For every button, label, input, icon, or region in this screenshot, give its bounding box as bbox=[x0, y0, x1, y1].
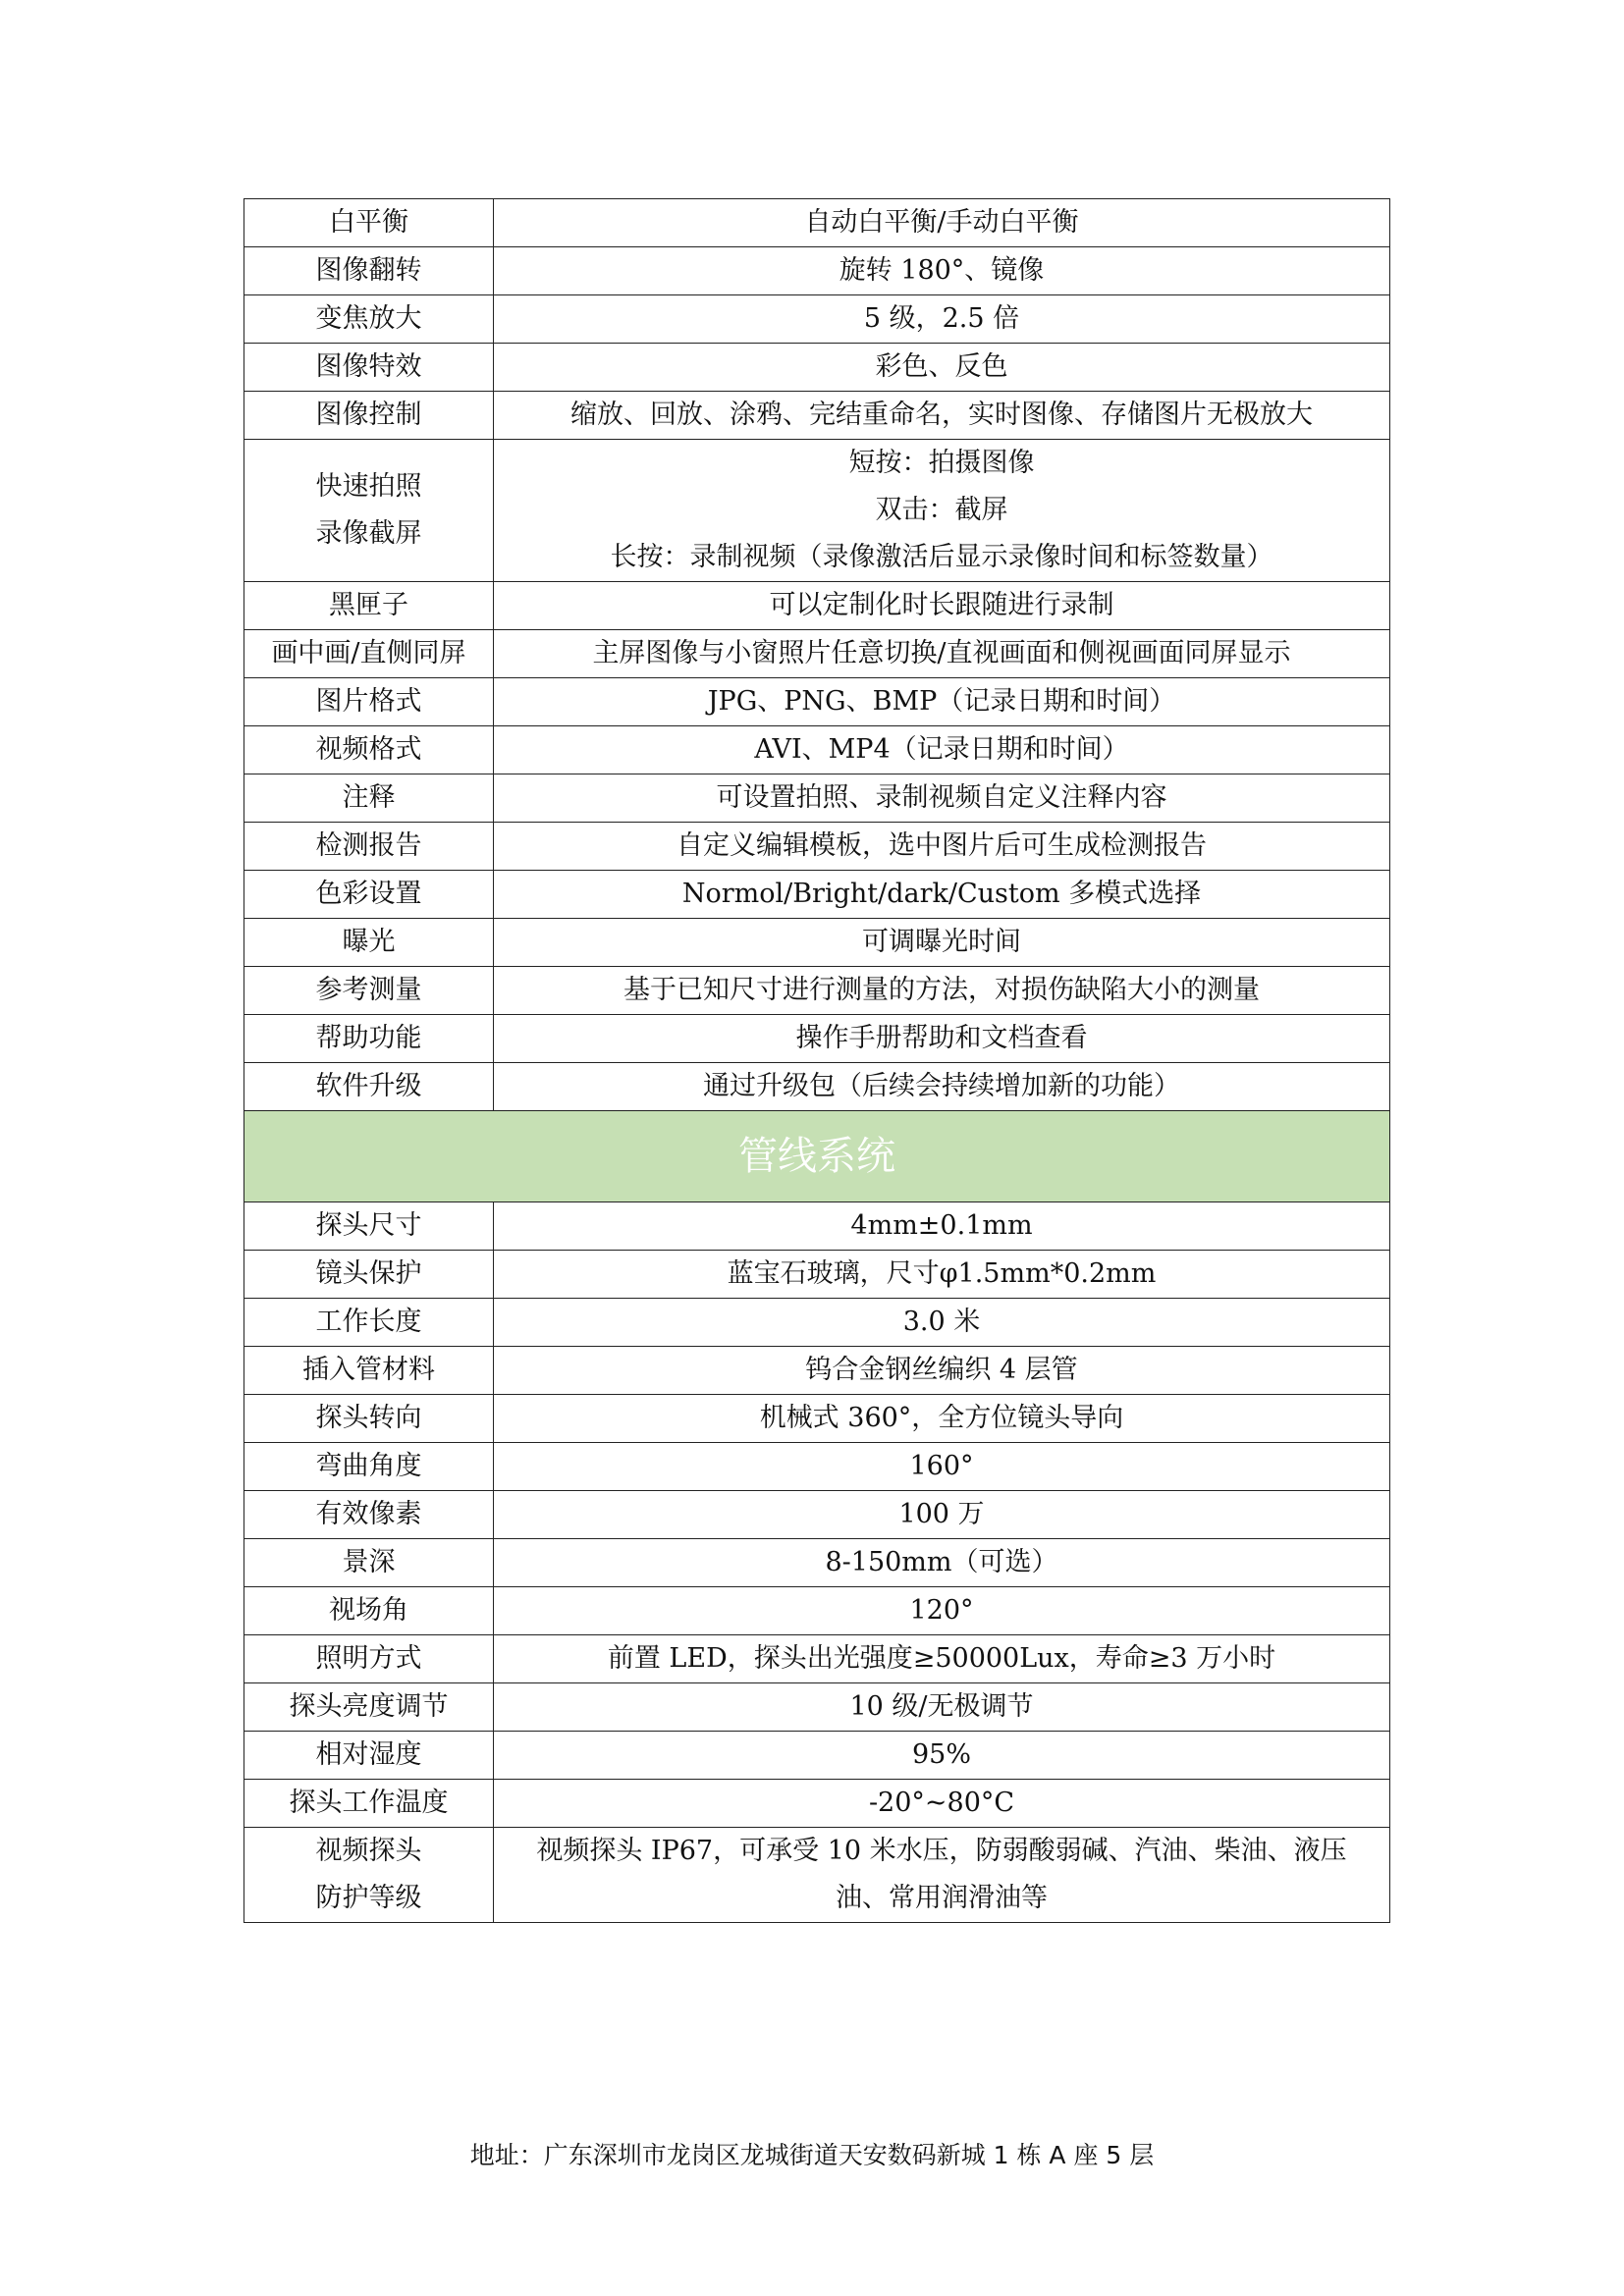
spec-value-line: 自定义编辑模板，选中图片后可生成检测报告 bbox=[677, 830, 1207, 861]
spec-label-line: 色彩设置 bbox=[315, 879, 422, 909]
spec-label-line: 镜头保护 bbox=[315, 1258, 422, 1289]
spec-value-line: 可以定制化时长跟随进行录制 bbox=[769, 590, 1114, 620]
table-row bbox=[244, 919, 1390, 967]
spec-value bbox=[494, 630, 1390, 678]
spec-value-line: 95% bbox=[911, 1739, 971, 1770]
table-row bbox=[244, 295, 1390, 344]
spec-label bbox=[244, 1299, 494, 1347]
spec-value bbox=[494, 1635, 1390, 1683]
spec-value bbox=[494, 344, 1390, 392]
table-row bbox=[244, 440, 1390, 582]
spec-value bbox=[494, 774, 1390, 823]
spec-value bbox=[494, 582, 1390, 630]
spec-label bbox=[244, 1015, 494, 1063]
spec-value-line: 油、常用润滑油等 bbox=[836, 1883, 1048, 1913]
table-row bbox=[244, 582, 1390, 630]
spec-label bbox=[244, 344, 494, 392]
spec-label bbox=[244, 295, 494, 344]
table-row bbox=[244, 1395, 1390, 1443]
table-row bbox=[244, 823, 1390, 871]
spec-value-line: 双击：截屏 bbox=[875, 495, 1008, 525]
spec-value bbox=[494, 871, 1390, 919]
spec-label-line: 图像控制 bbox=[315, 400, 422, 430]
table-row bbox=[244, 1828, 1390, 1923]
table-row bbox=[244, 871, 1390, 919]
table-row bbox=[244, 1015, 1390, 1063]
spec-value-line: 主屏图像与小窗照片任意切换/直视画面和侧视画面同屏显示 bbox=[592, 638, 1291, 668]
spec-label bbox=[244, 1395, 494, 1443]
spec-value bbox=[494, 1015, 1390, 1063]
spec-label bbox=[244, 1063, 494, 1111]
spec-value bbox=[494, 1251, 1390, 1299]
spec-label-line: 视频格式 bbox=[315, 734, 422, 765]
spec-value bbox=[494, 392, 1390, 440]
spec-label bbox=[244, 1683, 494, 1732]
spec-value bbox=[494, 1347, 1390, 1395]
spec-value-line: 通过升级包（后续会持续增加新的功能） bbox=[703, 1071, 1180, 1101]
spec-value-line: 8-150mm（可选） bbox=[825, 1547, 1058, 1577]
table-row bbox=[244, 967, 1390, 1015]
spec-value bbox=[494, 967, 1390, 1015]
spec-label-line: 录像截屏 bbox=[315, 518, 422, 549]
table-row bbox=[244, 1347, 1390, 1395]
spec-label bbox=[244, 823, 494, 871]
spec-value-line: 机械式 360°，全方位镜头导向 bbox=[759, 1403, 1124, 1433]
spec-label-line: 变焦放大 bbox=[315, 303, 422, 334]
spec-value-line: 可调曝光时间 bbox=[862, 927, 1021, 957]
spec-label-line: 景深 bbox=[342, 1547, 396, 1577]
spec-label bbox=[244, 1587, 494, 1635]
spec-value bbox=[494, 1063, 1390, 1111]
spec-label bbox=[244, 1732, 494, 1780]
table-row bbox=[244, 1587, 1390, 1635]
spec-label-line: 画中画/直侧同屏 bbox=[271, 638, 466, 668]
spec-value-line: 100 万 bbox=[898, 1499, 985, 1529]
spec-label-line: 插入管材料 bbox=[302, 1355, 435, 1385]
spec-label bbox=[244, 871, 494, 919]
spec-value-line: -20°~80°C bbox=[868, 1788, 1015, 1818]
spec-label bbox=[244, 678, 494, 726]
spec-value bbox=[494, 1443, 1390, 1491]
spec-label-line: 视频探头 bbox=[315, 1836, 422, 1866]
spec-value bbox=[494, 1683, 1390, 1732]
spec-label bbox=[244, 392, 494, 440]
spec-label-line: 探头亮度调节 bbox=[289, 1691, 449, 1722]
spec-value bbox=[494, 247, 1390, 295]
spec-label-line: 探头尺寸 bbox=[315, 1210, 422, 1241]
spec-label bbox=[244, 1251, 494, 1299]
table-row bbox=[244, 1063, 1390, 1111]
table-row bbox=[244, 678, 1390, 726]
spec-value bbox=[494, 1395, 1390, 1443]
spec-value-line: 可设置拍照、录制视频自定义注释内容 bbox=[716, 782, 1167, 813]
spec-value-line: 4mm±0.1mm bbox=[850, 1210, 1033, 1241]
spec-label bbox=[244, 582, 494, 630]
spec-label-line: 防护等级 bbox=[315, 1883, 422, 1913]
spec-value bbox=[494, 1780, 1390, 1828]
footer-address: 地址：广东深圳市龙岗区龙城街道天安数码新城 1 栋 A 座 5 层 bbox=[469, 2141, 1155, 2169]
section-header-row bbox=[244, 1111, 1390, 1202]
table-row bbox=[244, 1202, 1390, 1251]
spec-value-line: 10 级/无极调节 bbox=[849, 1691, 1034, 1722]
spec-value-line: 视频探头 IP67，可承受 10 米水压，防弱酸弱碱、汽油、柴油、液压 bbox=[536, 1836, 1347, 1866]
spec-value bbox=[494, 919, 1390, 967]
spec-value-line: 自动白平衡/手动白平衡 bbox=[804, 207, 1079, 238]
section-title: 管线系统 bbox=[244, 1111, 1390, 1202]
table-row bbox=[244, 1780, 1390, 1828]
spec-value bbox=[494, 1299, 1390, 1347]
spec-label bbox=[244, 1443, 494, 1491]
spec-value bbox=[494, 823, 1390, 871]
table-row bbox=[244, 630, 1390, 678]
spec-value bbox=[494, 1491, 1390, 1539]
spec-label bbox=[244, 630, 494, 678]
spec-label bbox=[244, 726, 494, 774]
table-row bbox=[244, 1251, 1390, 1299]
spec-label-line: 图片格式 bbox=[315, 686, 422, 717]
spec-label bbox=[244, 440, 494, 582]
spec-value-line: 前置 LED，探头出光强度≥50000Lux，寿命≥3 万小时 bbox=[607, 1643, 1276, 1674]
spec-value bbox=[494, 1587, 1390, 1635]
spec-label bbox=[244, 1780, 494, 1828]
table-row bbox=[244, 1732, 1390, 1780]
spec-value-line: 旋转 180°、镜像 bbox=[839, 255, 1045, 286]
spec-value-line: 5 级，2.5 倍 bbox=[863, 303, 1020, 334]
spec-label-line: 快速拍照 bbox=[315, 471, 422, 502]
spec-label-line: 探头工作温度 bbox=[289, 1788, 449, 1818]
spec-label bbox=[244, 1539, 494, 1587]
table-row bbox=[244, 1539, 1390, 1587]
spec-label bbox=[244, 1202, 494, 1251]
spec-label-line: 图像翻转 bbox=[315, 255, 422, 286]
spec-value-line: 120° bbox=[909, 1595, 974, 1626]
spec-value bbox=[494, 440, 1390, 582]
table-row bbox=[244, 1443, 1390, 1491]
spec-table-body bbox=[244, 199, 1390, 1923]
spec-label bbox=[244, 1491, 494, 1539]
spec-table bbox=[244, 198, 1390, 1923]
spec-value-line: 蓝宝石玻璃，尺寸φ1.5mm*0.2mm bbox=[727, 1258, 1157, 1289]
spec-value-line: AVI、MP4（记录日期和时间） bbox=[754, 734, 1129, 765]
spec-value bbox=[494, 199, 1390, 247]
table-row bbox=[244, 726, 1390, 774]
spec-label bbox=[244, 919, 494, 967]
spec-label bbox=[244, 774, 494, 823]
spec-label-line: 帮助功能 bbox=[315, 1023, 422, 1053]
spec-value bbox=[494, 1202, 1390, 1251]
table-row bbox=[244, 1299, 1390, 1347]
spec-value-line: 基于已知尺寸进行测量的方法，对损伤缺陷大小的测量 bbox=[623, 975, 1260, 1005]
spec-label bbox=[244, 247, 494, 295]
spec-label-line: 相对湿度 bbox=[315, 1739, 422, 1770]
spec-label-line: 黑匣子 bbox=[329, 590, 408, 620]
table-row bbox=[244, 1683, 1390, 1732]
spec-label bbox=[244, 1635, 494, 1683]
spec-label-line: 注释 bbox=[342, 782, 396, 813]
spec-label bbox=[244, 1828, 494, 1923]
spec-value-line: 长按：录制视频（录像激活后显示录像时间和标签数量） bbox=[610, 542, 1273, 572]
spec-value-line: 缩放、回放、涂鸦、完结重命名，实时图像、存储图片无极放大 bbox=[570, 400, 1313, 430]
table-row bbox=[244, 392, 1390, 440]
spec-value bbox=[494, 295, 1390, 344]
table-row bbox=[244, 199, 1390, 247]
spec-label-line: 照明方式 bbox=[315, 1643, 422, 1674]
spec-label-line: 检测报告 bbox=[315, 830, 422, 861]
spec-label bbox=[244, 199, 494, 247]
spec-label-line: 有效像素 bbox=[315, 1499, 422, 1529]
table-row bbox=[244, 344, 1390, 392]
spec-label-line: 图像特效 bbox=[315, 351, 422, 382]
spec-label-line: 工作长度 bbox=[315, 1307, 422, 1337]
spec-value bbox=[494, 1732, 1390, 1780]
table-row bbox=[244, 1491, 1390, 1539]
spec-value bbox=[494, 1539, 1390, 1587]
table-row bbox=[244, 1635, 1390, 1683]
spec-label-line: 曝光 bbox=[342, 927, 396, 957]
spec-label-line: 参考测量 bbox=[315, 975, 422, 1005]
spec-label bbox=[244, 967, 494, 1015]
spec-value bbox=[494, 678, 1390, 726]
spec-label bbox=[244, 1347, 494, 1395]
spec-value bbox=[494, 1828, 1390, 1923]
spec-label-line: 视场角 bbox=[329, 1595, 408, 1626]
spec-label-line: 探头转向 bbox=[315, 1403, 422, 1433]
spec-label-line: 弯曲角度 bbox=[315, 1451, 422, 1481]
table-row bbox=[244, 774, 1390, 823]
table-row bbox=[244, 247, 1390, 295]
spec-label-line: 软件升级 bbox=[315, 1071, 422, 1101]
spec-value-line: 3.0 米 bbox=[902, 1307, 981, 1337]
spec-value-line: 钨合金钢丝编织 4 层管 bbox=[805, 1355, 1078, 1385]
spec-value-line: 160° bbox=[909, 1451, 974, 1481]
spec-label-line: 白平衡 bbox=[329, 207, 408, 238]
spec-value-line: 短按：拍摄图像 bbox=[848, 448, 1035, 478]
spec-value-line: Normol/Bright/dark/Custom 多模式选择 bbox=[681, 879, 1202, 909]
spec-value-line: 彩色、反色 bbox=[875, 351, 1008, 382]
spec-value-line: 操作手册帮助和文档查看 bbox=[795, 1023, 1088, 1053]
spec-value bbox=[494, 726, 1390, 774]
spec-value-line: JPG、PNG、BMP（记录日期和时间） bbox=[707, 686, 1176, 717]
